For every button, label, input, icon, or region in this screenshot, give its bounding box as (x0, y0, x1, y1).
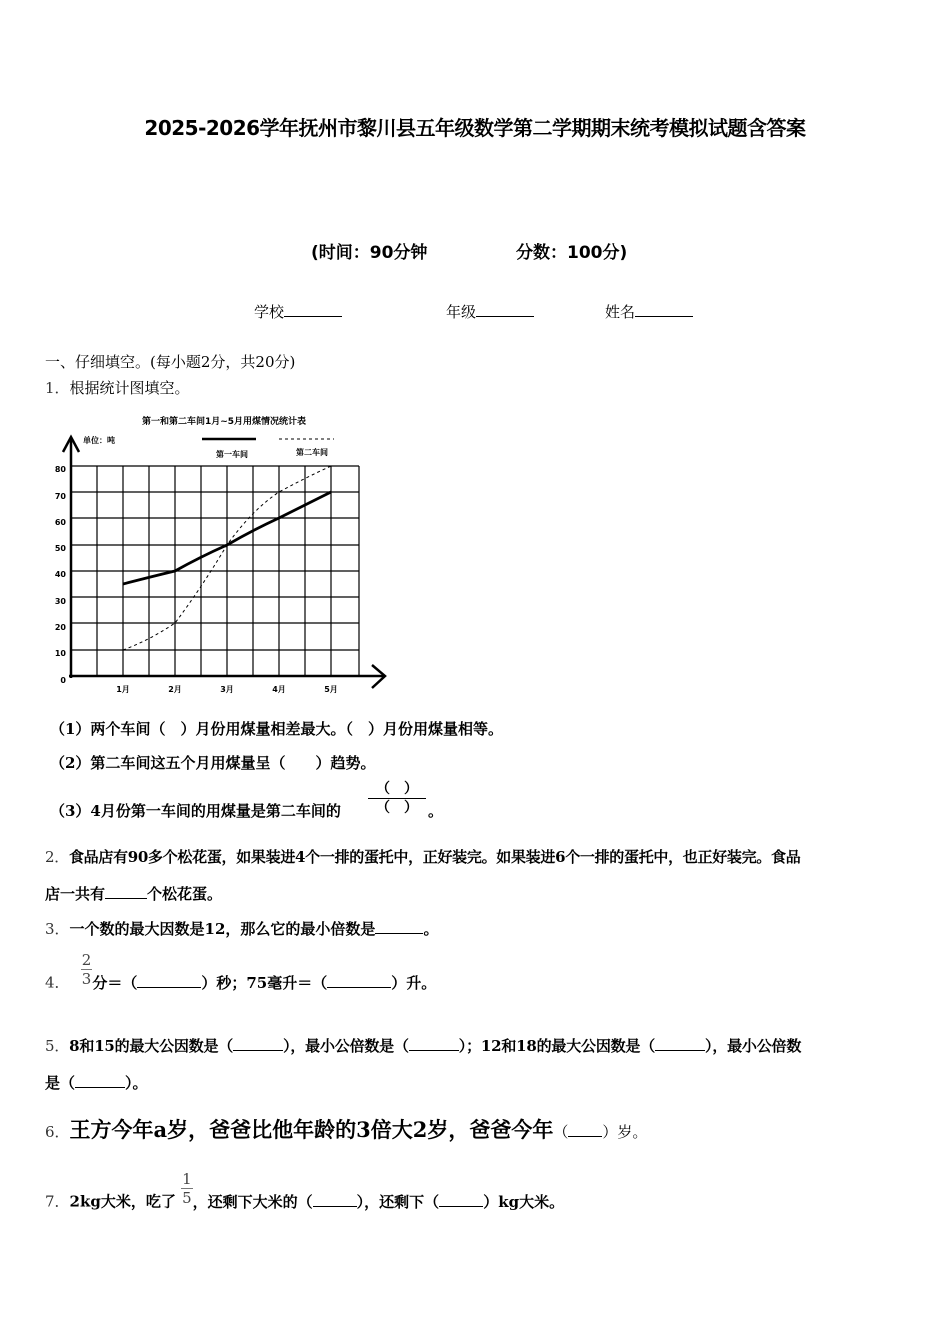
answer-blank-liters[interactable] (327, 973, 391, 988)
chart-grid (71, 466, 359, 676)
question-number: 5． (45, 1037, 70, 1055)
svg-text:50: 50 (54, 544, 66, 553)
question-number: 4． (45, 973, 70, 992)
line-chart (50, 405, 395, 700)
answer-fraction[interactable] (368, 780, 426, 817)
answer-blank[interactable] (105, 884, 147, 899)
name-field[interactable] (605, 301, 693, 322)
period: 。 (428, 802, 444, 820)
svg-text:10: 10 (54, 649, 66, 658)
question-number: 1． (45, 379, 70, 397)
answer-blank-seconds[interactable] (137, 973, 201, 988)
fraction-numerator[interactable]: （ ） (368, 780, 426, 799)
grade-blank[interactable] (476, 302, 534, 317)
exam-time: (时间：90分钟 (311, 243, 428, 263)
name-label: 姓名 (605, 303, 636, 321)
name-blank[interactable] (635, 302, 693, 317)
question-number: 7． (45, 1192, 70, 1211)
svg-text:30: 30 (54, 597, 66, 606)
school-blank[interactable] (284, 302, 342, 317)
fraction: $\frac{2}{3}$ (81, 951, 92, 988)
svg-text:3月: 3月 (220, 685, 234, 694)
fraction-denominator[interactable]: （ ） (376, 800, 418, 816)
question-1-part-1: （1）两个车间（ ）月份用煤量相差最大。（ ）月份用煤量相等。 (50, 720, 503, 738)
question-4: 4． $\frac{2}{3}$ 分＝（ ）秒；75毫升＝（ ）升。 (45, 951, 437, 992)
svg-text:2月: 2月 (168, 685, 182, 694)
grade-label: 年级 (446, 303, 477, 321)
answer-blank[interactable] (439, 1192, 483, 1207)
legend-label-1: 第一车间 (216, 450, 248, 459)
school-label: 学校 (254, 303, 285, 321)
question-2: 2．食品店有90多个松花蛋，如果装进4个一排的蛋托中，正好装完。如果装进6个一排的蛋托中，也正好装完。食品 (45, 848, 801, 866)
answer-blank[interactable] (568, 1122, 602, 1137)
page-title: 2025-2026学年抚州市黎川县五年级数学第二学期期末统考模拟试题含答案 (144, 116, 806, 140)
fraction: $\frac{1}{5}$ (182, 1170, 192, 1207)
question-text: 根据统计图填空。 (69, 379, 190, 397)
question-3: 3．一个数的最大因数是12，那么它的最小倍数是 。 (45, 920, 439, 938)
question-5-line-2: 是（ ）。 (45, 1074, 148, 1092)
svg-text:40: 40 (54, 570, 66, 579)
answer-blank[interactable] (375, 919, 423, 934)
answer-blank[interactable] (75, 1073, 125, 1088)
question-number: 6． (45, 1123, 70, 1141)
section-heading: 一、仔细填空。(每小题2分，共20分) (45, 353, 296, 371)
question-1-part-2: （2）第二车间这五个月用煤量呈（ ）趋势。 (50, 754, 376, 772)
answer-blank[interactable] (655, 1036, 705, 1051)
chart-unit-label: 单位：吨 (83, 436, 115, 445)
grade-field[interactable] (446, 301, 534, 322)
exam-score: 分数：100分) (516, 243, 628, 263)
svg-text:60: 60 (54, 518, 66, 527)
x-tick-labels (116, 685, 338, 694)
svg-text:4月: 4月 (272, 685, 286, 694)
svg-text:1月: 1月 (116, 685, 130, 694)
svg-text:20: 20 (54, 623, 66, 632)
answer-blank[interactable] (313, 1192, 357, 1207)
question-5: 5．8和15的最大公因数是（ ），最小公倍数是（ ）；12和18的最大公因数是（ ），最小公倍数 (45, 1037, 802, 1055)
question-number: 2． (45, 848, 69, 866)
question-7: 7．2kg大米，吃了 $\frac{1}{5}$ ，还剩下大米的（ ），还剩下（ ）kg大米。 (45, 1170, 565, 1211)
svg-text:80: 80 (54, 465, 66, 474)
question-2-line-2: 店一共有 个松花蛋。 (45, 885, 223, 903)
question-1-part-3: （3）4月份第一车间的用煤量是第二车间的 (50, 802, 341, 820)
question-6: 6．王方今年a岁，爸爸比他年龄的3倍大2岁，爸爸今年（ ）岁。 (45, 1117, 648, 1142)
svg-text:5月: 5月 (324, 685, 338, 694)
y-tick-labels (55, 465, 67, 685)
svg-text:70: 70 (54, 492, 66, 501)
chart-legend (202, 439, 334, 459)
chart-title: 第一和第二车间1月~5月用煤情况统计表 (141, 417, 307, 427)
answer-blank[interactable] (409, 1036, 459, 1051)
question-number: 3． (45, 920, 70, 938)
school-field[interactable] (254, 301, 342, 322)
legend-label-2: 第二车间 (296, 448, 328, 457)
question-1 (45, 377, 190, 398)
answer-blank[interactable] (233, 1036, 283, 1051)
svg-text:0: 0 (60, 676, 66, 685)
